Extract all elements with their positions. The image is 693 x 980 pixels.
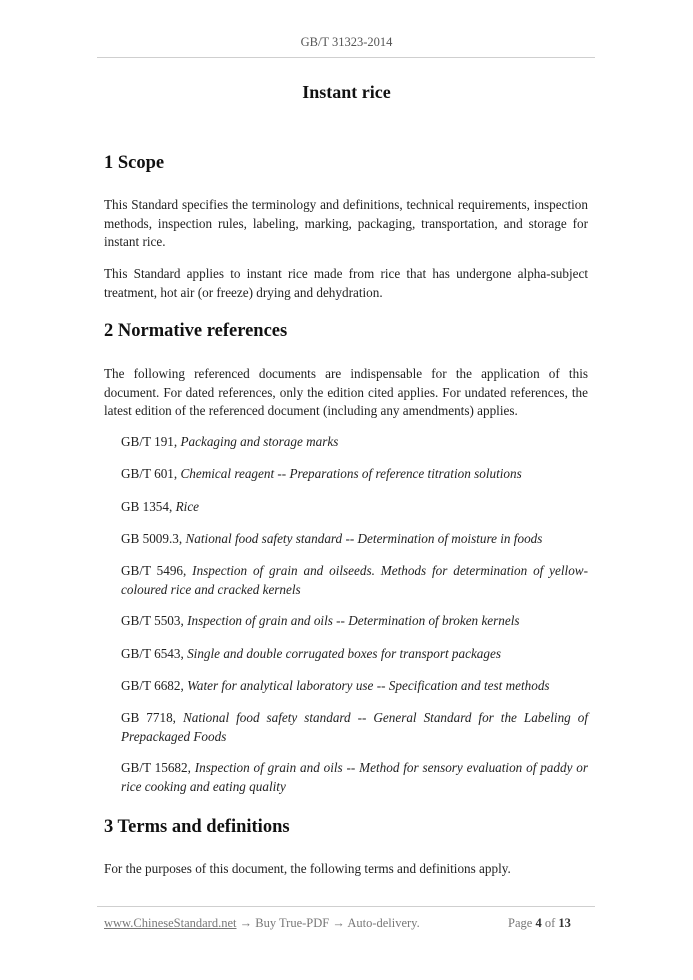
reference-item: GB/T 6682, Water for analytical laboratory use -- Specification and test methods — [121, 678, 550, 693]
reference-item: GB 7718, National food safety standard -- General Standard for the Labeling of Prepackaged Foods — [121, 710, 588, 744]
page-title: Instant rice — [302, 82, 391, 102]
total-pages: 13 — [558, 916, 571, 930]
auto-delivery-text: Auto-delivery. — [347, 916, 420, 930]
reference-item: GB/T 15682, Inspection of grain and oils -- Method for sensory evaluation of paddy or rice cooking and eating quality — [121, 760, 588, 794]
section-heading-scope: 1 Scope — [104, 153, 165, 173]
page-number: Page 4 of 13 — [508, 916, 571, 930]
document-code-header: GB/T 31323-2014 — [300, 35, 393, 49]
terms-paragraph: For the purposes of this document, the following terms and definitions apply. — [104, 861, 511, 876]
scope-paragraph-2: This Standard applies to instant rice made from rice that has undergone alpha-subject treatment, hot air (or freeze) drying and dehydration. — [104, 266, 588, 300]
current-page: 4 — [535, 916, 542, 930]
normative-references-intro: The following referenced documents are indispensable for the application of this document. For dated references, only the edition cited applies. For undated references, the latest edition of the referenced document (including any amendments) applies. — [104, 366, 588, 419]
site-link[interactable]: www.ChineseStandard.net — [104, 916, 237, 930]
reference-item: GB/T 6543, Single and double corrugated boxes for transport packages — [121, 646, 501, 661]
reference-item: GB 1354, Rice — [121, 499, 200, 514]
section-heading-normative-references: 2 Normative references — [104, 321, 288, 341]
reference-item: GB 5009.3, National food safety standard -- Determination of moisture in foods — [121, 531, 543, 546]
arrow-icon: → — [239, 916, 253, 930]
scope-paragraph-1: This Standard specifies the terminology and definitions, technical requirements, inspection methods, inspection rules, labeling, marking, packaging, transportation, and storage for instant rice. — [104, 197, 588, 250]
footer-divider — [97, 906, 595, 907]
header-divider — [97, 57, 595, 58]
reference-item: GB/T 601, Chemical reagent -- Preparations of reference titration solutions — [121, 466, 522, 481]
reference-item: GB/T 191, Packaging and storage marks — [121, 434, 339, 449]
reference-item: GB/T 5503, Inspection of grain and oils -- Determination of broken kernels — [121, 613, 520, 628]
footer-links — [104, 916, 420, 931]
reference-item: GB/T 5496, Inspection of grain and oilseeds. Methods for determination of yellow-coloured rice and cracked kernels — [121, 563, 588, 597]
section-heading-terms-and-definitions: 3 Terms and definitions — [104, 817, 290, 837]
buy-pdf-text: Buy True-PDF — [255, 916, 330, 930]
arrow-icon: → — [332, 916, 345, 930]
